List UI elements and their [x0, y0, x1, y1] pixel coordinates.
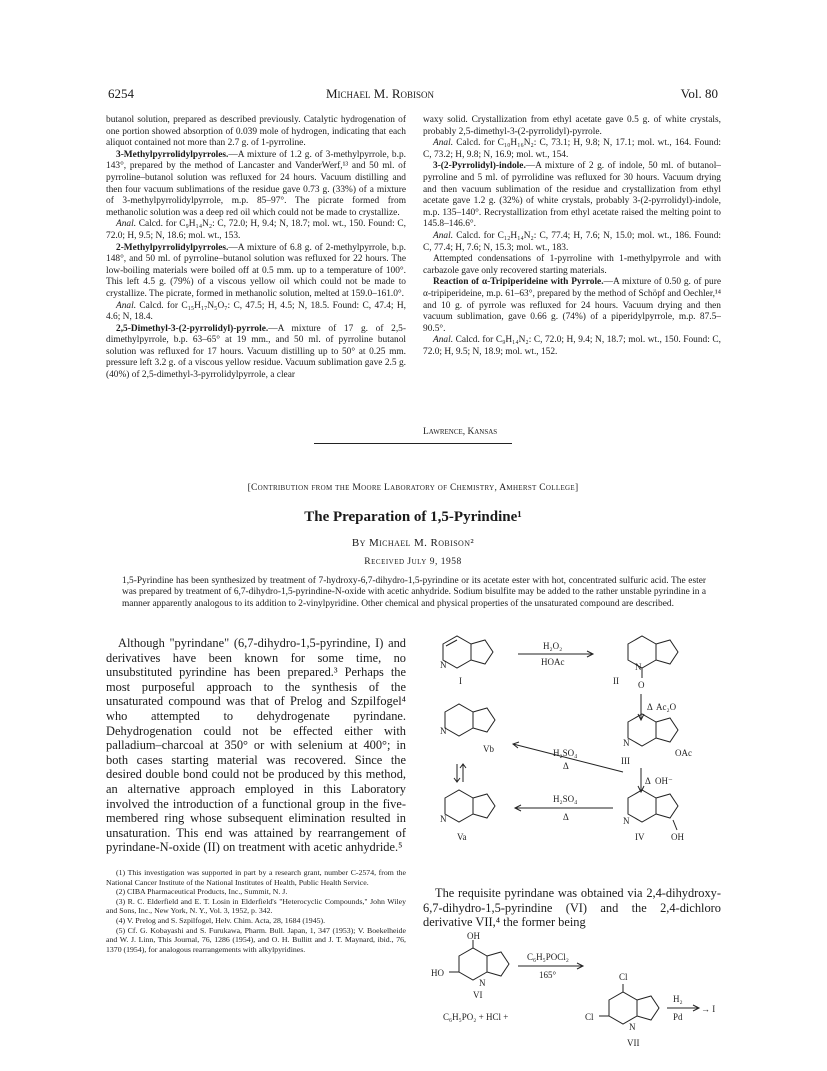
reagent-h2o2: H₂O₂ — [543, 641, 563, 651]
experimental-right-column — [423, 115, 721, 358]
paragraph-text: —A mixture of 1.2 g. of 3-methylpyrrole, b.p. 143°, prepared by the method of Lancaster and VanderWerf,¹³ and 50 ml. of pyrroline–butanol solution was refluxed for 24 hours. Vacuum distilling and then four vacuum sublimations of the residue gave 0.73 g. (33%) of a mixture of 3-methylpyrrolidylpyrrole, m.p. 85–97°. The picrate formed from methanolic solution was a deep red oil which could not be made to crystallize. — [106, 149, 406, 218]
atom-OH: OH — [671, 832, 684, 842]
label-Vb: Vb — [483, 744, 494, 754]
paragraph — [423, 161, 721, 231]
paragraph-text: waxy solid. Crystallization from ethyl acetate gave 0.5 g. of white crystals, probably 2,5-dimethyl-3-(2-pyrrolidyl)-pyrrole. — [423, 115, 721, 137]
footnote: (1) This investigation was supported in part by a research grant, number C-2574, from the National Cancer Institute of the National Institutes of Health, Public Health Service. — [106, 868, 406, 887]
atom-OH: OH — [467, 931, 480, 941]
experimental-left-column — [106, 115, 406, 382]
byline: By Michael M. Robison² — [351, 537, 475, 549]
paragraph-text: —A mixture of 2 g. of indole, 50 ml. of butanol–pyrroline and 5 ml. of pyrrolidine was refluxed for 30 hours. Vacuum drying and then vacuum sublimation of the residue and crystallization from ethyl acetate gave 1.2 g. (32%) of white crystals, probably 3-(2-pyrrolidyl)-indole, m.p. 135–140°. Recrystallization from ethyl acetate raised the melting point to 145.8–146.6°. — [423, 161, 721, 230]
reagent-hoac: HOAc — [541, 657, 565, 667]
paragraph — [106, 243, 406, 301]
reaction-scheme-2 — [423, 931, 723, 1058]
paragraph-heading: 2,5-Dimethyl-3-(2-pyrrolidyl)-pyrrole. — [116, 323, 269, 334]
product-I: → I — [701, 1004, 716, 1014]
atom-N: N — [623, 738, 630, 748]
page-number: 6254 — [108, 86, 134, 101]
abstract — [122, 576, 706, 610]
reagent-h2so4: H₂SO₄ — [553, 748, 578, 758]
abstract-text: 1,5-Pyrindine has been synthesized by treatment of 7-hydroxy-6,7-dihydro-1,5-pyrindine or its acetate ester with hot, concentrated sulfuric acid. The ester was prepared by treatment of 6,7-dihydro-1,5-pyrindine-N-oxide with acetic anhydride. Sodium bisulfite may be added to the rather unstable pyrindine in a manner apparently analogous to its addition to 2-vinylpyridine. Other chemical and physical properties of the unsaturated compound are described. — [122, 576, 706, 609]
atom-N: N — [440, 726, 447, 736]
atom-Cl: Cl — [619, 972, 628, 982]
reagent-pd: Pd — [673, 1012, 683, 1022]
intro-paragraph — [106, 636, 406, 855]
received-date: Received July 9, 1958 — [364, 557, 462, 567]
analysis-label: Anal. — [116, 300, 137, 311]
body-paragraph-2 — [423, 886, 721, 930]
reagent-delta: Δ — [563, 812, 569, 822]
analysis-label: Anal. — [433, 335, 454, 346]
reagent-delta: Δ — [563, 761, 569, 771]
paragraph — [106, 219, 406, 242]
label-VI: VI — [473, 990, 483, 1000]
volume: Vol. 80 — [680, 86, 718, 101]
article-title: The Preparation of 1,5-Pyrindine¹ — [304, 509, 522, 525]
paragraph-heading: 3-(2-Pyrrolidyl)-indole. — [433, 161, 526, 172]
atom-Cl: Cl — [585, 1012, 594, 1022]
running-author: Michael M. Robison — [326, 86, 435, 101]
atom-N: N — [623, 816, 630, 826]
paragraph — [423, 115, 721, 138]
label-Va: Va — [457, 832, 467, 842]
contribution-line: [Contribution from the Moore Laboratory of Chemistry, Amherst College] — [247, 483, 579, 493]
paragraph — [423, 231, 721, 254]
footnote: (5) Cf. G. Kobayashi and S. Furukawa, Pharm. Bull. Japan, 1, 347 (1953); V. Boekelheide and W. J. Linn, This Journal, 76, 1286 (1954), and O. H. Bullitt and J. T. Maynard, ibid., 76, 1370 (1954), for analogous rearrangements with alkylpyridines. — [106, 925, 406, 954]
paragraph-text: Calcd. for C₉H₁₄N₂: C, 72.0; H, 9.4; N, 18.7; mol. wt., 150. Found: C, 72.0; H, 9.5; N, 18.9; mol. wt., 152. — [423, 335, 721, 357]
intro-text: Although "pyrindane" (6,7-dihydro-1,5-pyrindine, I) and derivatives have been known for some time, no unsubstituted pyrindine has been prepared.³ Perhaps the most purposeful approach to the synthesis of the unsaturated compound was that of Prelog and Szpilfogel⁴ who attempted to dehydrogenate pyrindane. Dehydrogenation could not be effected either with palladium–charcoal at 350° or with selenium at 400°; in both cases starting material was recovered. Since the desired double bond could not be produced by this method, an alternative approach employed in this Laboratory involved the introduction of a functional group in the five-membered ring whose subsequent elimination resulted in unsaturation. This end was attained by rearrangement of pyrindane-N-oxide (II) on treatment with acetic anhydride.⁵ — [106, 636, 406, 855]
compound-Vb-structure — [445, 704, 495, 736]
paragraph — [106, 150, 406, 220]
footnote: (3) R. C. Elderfield and E. T. Losin in Elderfield's "Heterocyclic Compounds," John Wiley and Sons, Inc., New York, N. Y., Vol. 3, 1952, p. 342. — [106, 896, 406, 916]
atom-N: N — [479, 978, 486, 988]
label-VII: VII — [627, 1038, 640, 1048]
label-I: I — [459, 676, 462, 686]
atom-N: N — [440, 660, 447, 670]
paragraph — [106, 115, 406, 150]
analysis-label: Anal. — [433, 138, 454, 149]
location — [423, 427, 721, 439]
reagent-ohminus: OH⁻ — [655, 776, 673, 786]
compound-VI-structure — [449, 940, 509, 980]
atom-N: N — [629, 1022, 636, 1032]
paragraph-text: Calcd. for C₁₅H₁₇N₅O₇: C, 47.5; H, 4.5; N, 18.5. Found: C, 47.4; H, 4.6; N, 18.4. — [106, 300, 406, 323]
atom-O: O — [638, 680, 645, 690]
paragraph-text: butanol solution, prepared as described previously. Catalytic hydrogenation of one portion showed absorption of 0.039 mole of hydrogen, indicating that each aliquot contained not more than 2.7 g. of 1-pyrroline. — [106, 115, 406, 149]
atom-HO: HO — [431, 968, 444, 978]
paragraph — [423, 335, 721, 358]
compound-III-structure — [628, 714, 678, 746]
atom-OAc: OAc — [675, 748, 692, 758]
paragraph-text: Calcd. for C₉H₁₄N₂: C, 72.0; H, 9.4; N, 18.7; mol. wt., 150. Found: C, 72.0; H, 9.5; N, 18.6; mol. wt., 153. — [106, 219, 406, 241]
section-divider — [314, 443, 512, 444]
compound-I-structure — [443, 636, 493, 668]
label-II: II — [613, 676, 619, 686]
footnote: (2) CIBA Pharmaceutical Products, Inc., Summit, N. J. — [116, 887, 288, 897]
reagent-temp: 165° — [539, 970, 557, 980]
footnotes — [106, 868, 406, 954]
paragraph — [106, 301, 406, 324]
atom-N: N — [440, 814, 447, 824]
label-IV: IV — [635, 832, 645, 842]
paragraph-text: Calcd. for C₁₂H₁₄N₂: C, 77.4; H, 7.6; N, 15.0; mol. wt., 186. Found: C, 77.4; H, 7.6; N, 15.3; mol. wt., 183. — [423, 230, 721, 253]
label-III: III — [621, 756, 630, 766]
reagent-delta: Δ — [645, 776, 651, 786]
paragraph-text: —A mixture of 6.8 g. of 2-methylpyrrole, b.p. 148°, and 50 ml. of pyrroline–butanol solution was refluxed for 22 hours. The low-boiling materials were boiled off at 0.5 mm. up to a temperature of 100°. This left 4.5 g. (79%) of a viscous yellow oil which could not be made to crystallize. The picrate, formed in methanolic solution, melted at 159.0–161.0°. — [106, 242, 406, 299]
reagent-h2: H₂ — [673, 994, 683, 1004]
reagent-delta: Δ — [647, 702, 653, 712]
paragraph-text: —A mixture of 17 g. of 2,5-dimethylpyrrole, b.p. 63–65° at 19 mm., and 50 ml. of pyrroline butanol solution was refluxed for 17 hours. Vacuum distilling up to 50° at 0.25 mm. pressure left 3.2 g. of a viscous yellow residue. Vacuum sublimation gave 2.5 g. (40%) of 2,5-dimethyl-3-pyrrolidylpyrrole, a clear — [106, 323, 406, 381]
reagent-c6h5pocl2: C₆H₅POCl₂ — [527, 952, 569, 962]
paragraph-text: —A mixture of 0.50 g. of pure α-tripiperideine, m.p. 61–63°, prepared by the method of Schöpf and Oechler,¹⁴ and 10 g. of pyrrole was refluxed for 24 hours. Vacuum drying and then vacuum sublimation, gave 0.66 g. (74%) of a piperidylpyrrole, m.p. 87.5–90.5°. — [423, 277, 721, 334]
analysis-label: Anal. — [433, 230, 454, 241]
analysis-label: Anal. — [116, 219, 137, 230]
byproducts: C₆H₅PO₂ + HCl + — [443, 1012, 509, 1022]
paragraph-heading: 2-Methylpyrrolidylpyrroles. — [116, 242, 229, 253]
footnote: (4) V. Prelog and S. Szpilfogel, Helv. Chim. Acta, 28, 1684 (1945). — [116, 915, 326, 925]
location-text: Lawrence, Kansas — [423, 427, 498, 437]
paragraph — [423, 254, 721, 277]
reaction-scheme — [423, 632, 723, 880]
reagent-h2so4: H₂SO₄ — [553, 794, 578, 804]
paragraph — [423, 277, 721, 335]
paragraph-text: Calcd. for C₁₀H₁₆N₂: C, 73.1; H, 9.8; N, 17.1; mol. wt., 164. Found: C, 73.2; H, 9.8; N, 16.9; mol. wt., 154. — [423, 138, 721, 160]
compound-Va-structure — [445, 790, 495, 822]
paragraph-heading: 3-Methylpyrrolidylpyrroles. — [116, 149, 229, 160]
reagent-ac2o: Ac₂O — [656, 702, 677, 712]
compound-IV-structure — [628, 790, 678, 830]
paragraph — [106, 324, 406, 382]
running-header — [108, 86, 718, 102]
paragraph-heading: Reaction of α-Tripiperideine with Pyrrole. — [433, 277, 604, 288]
atom-N: N — [635, 662, 642, 672]
paragraph-text: Attempted condensations of 1-pyrroline with 1-methylpyrrole and with carbazole gave only recovered starting materials. — [423, 254, 721, 276]
compound-VII-structure — [599, 984, 659, 1024]
paragraph — [423, 138, 721, 161]
body-paragraph-2-text: The requisite pyrindane was obtained via 2,4-dihydroxy-6,7-dihydro-1,5-pyrindine (VI) and the 2,4-dichloro derivative VII,⁴ the former being — [423, 886, 721, 930]
